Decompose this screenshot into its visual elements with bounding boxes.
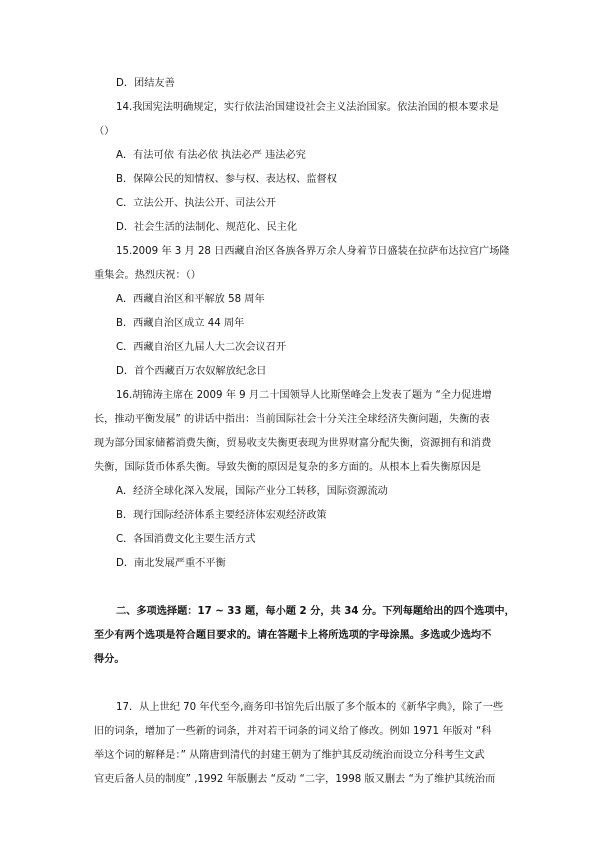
q16-stem-line2: 长，推动平衡发展” 的讲话中指出：当前国际社会十分关注全球经济失衡问题，失衡的表 — [94, 414, 490, 425]
q15-option-c: C．西藏自治区九届人大二次会议召开 — [116, 342, 287, 353]
q17-stem-line2: 旧的词条，增加了一些新的词条，并对若干词条的词义给了修改。例如 1971 年版对 “科 — [94, 726, 492, 737]
q16-stem-line1: 16.胡锦涛主席在 2009 年 9 月二十国领导人比斯堡峰会上发表了题为 “全力促进增 — [116, 390, 492, 401]
q14-stem-line1: 14.我国宪法明确规定，实行依法治国建设社会主义法治国家。依法治国的根本要求是 — [116, 102, 499, 113]
q16-option-d: D．南北发展严重不平衡 — [116, 558, 226, 569]
q16-stem-line4: 失衡，国际货币体系失衡。导致失衡的原因是复杂的多方面的。从根本上看失衡原因是 — [94, 462, 482, 473]
q13-option-d: D．团结友善 — [116, 78, 175, 89]
q17-stem-line4: 官吏后备人员的制度” ,1992 年版删去 “反动 “二字，1998 版又删去 “为了维护其统治而 — [94, 774, 496, 785]
q14-option-d: D．社会生活的法制化、规范化、民主化 — [116, 222, 298, 233]
q16-option-b: B．现行国际经济体系主要经济体宏观经济政策 — [116, 510, 327, 521]
q14-stem-line2: （） — [94, 126, 115, 137]
q16-stem-line3: 现为部分国家储蓄消费失衡，贸易收支失衡更表现为世界财富分配失衡，资源拥有和消费 — [94, 438, 492, 449]
q14-option-b: B．保障公民的知情权、参与权、表达权、监督权 — [116, 174, 337, 185]
q15-option-d: D．首个西藏百万农奴解放纪念日 — [116, 366, 267, 377]
q15-stem-line2: 重集会。热烈庆祝：（） — [94, 270, 201, 281]
q16-option-a: A．经济全球化深入发展，国际产业分工转移，国际资源流动 — [116, 486, 388, 497]
section2-heading-line2: 至少有两个选项是符合题目要求的。请在答题卡上将所选项的字母涂黑。多选或少选均不 — [94, 630, 492, 641]
q15-option-a: A．西藏自治区和平解放 58 周年 — [116, 294, 265, 305]
q14-option-a: A．有法可依 有法必依 执法必严 违法必究 — [116, 150, 306, 161]
q15-option-b: B．西藏自治区成立 44 周年 — [116, 318, 245, 329]
q15-stem-line1: 15.2009 年 3 月 28 日西藏自治区各族各界万余人身着节日盛装在拉萨布达拉宫广场隆 — [116, 246, 510, 257]
q17-stem-line3: 举这个词的解释是：” 从隋唐到清代的封建王朝为了维护其反动统治而设立分科考生文武 — [94, 750, 485, 761]
section2-heading-line3: 得分。 — [94, 654, 125, 665]
section2-heading-line1: 二、多项选择题：17 ~ 33 题，每小题 2 分，共 34 分。下列每题给出的四个选项中， — [116, 606, 515, 617]
q17-stem-line1: 17．从上世纪 70 年代至今,商务印书馆先后出版了多个版本的《新华字典》，除了一些 — [116, 702, 504, 713]
q16-option-c: C．各国消费文化主要生活方式 — [116, 534, 256, 545]
q14-option-c: C．立法公开、执法公开、司法公开 — [116, 198, 276, 209]
